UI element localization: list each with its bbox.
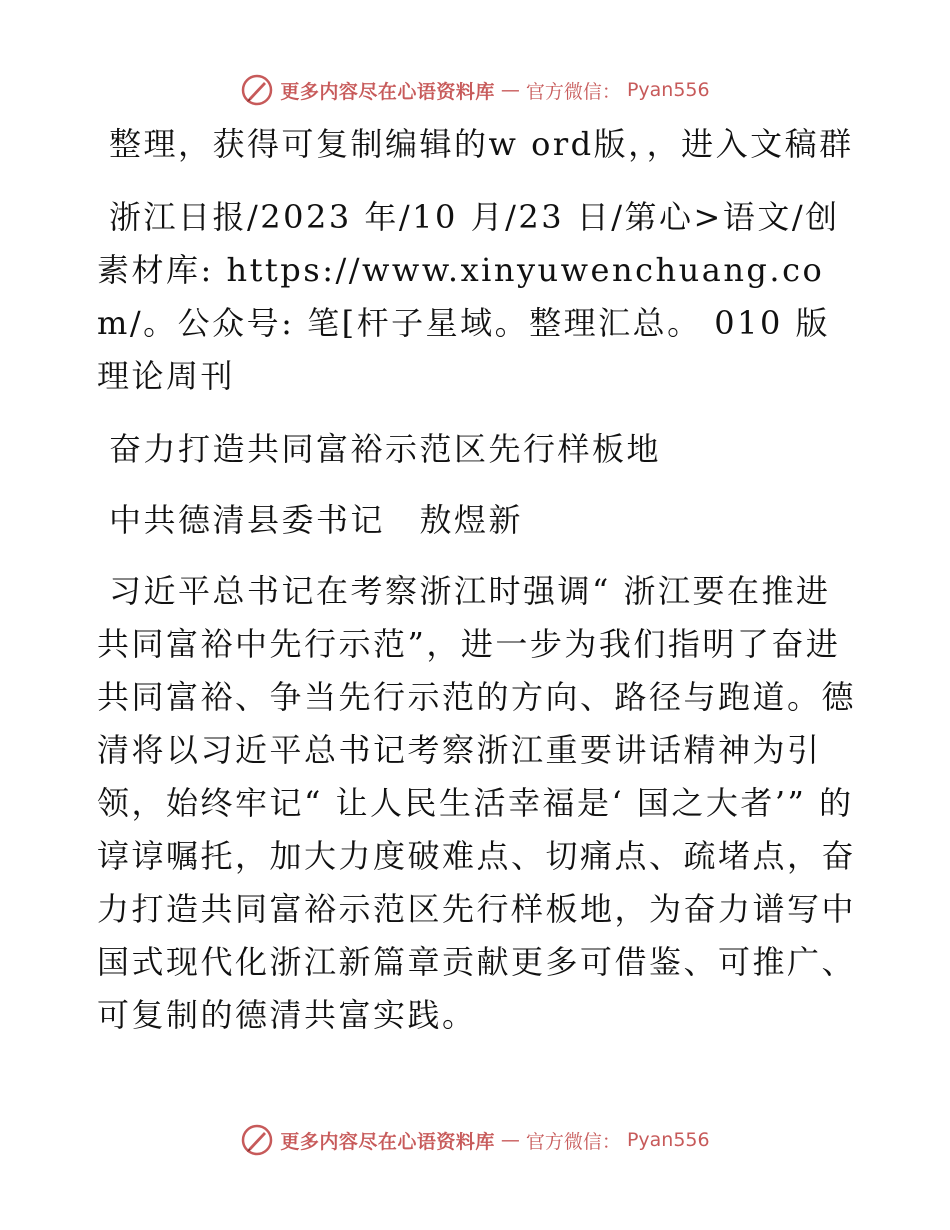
- banner-contact-id: Pyan556: [626, 1129, 710, 1151]
- feather-pen-icon: [240, 1123, 274, 1157]
- body-paragraph: 习近平总书记在考察浙江时强调“ 浙江要在推进共同富裕中先行示范”，进一步为我们指明了奋进共同富裕、争当先行示范的方向、路径与跑道。德清将以习近平总书记考察浙江重要讲话精神为引领，始终牢记“ 让人民生活幸福是‘ 国之大者’” 的谆谆嘱托，加大力度破难点、切痛点、疏堵点，奋力打造共同富裕示范区先行样板地，为奋力谱写中国式现代化浙江新篇章贡献更多可借鉴、可推广、可复制的德清共富实践。: [97, 572, 857, 1034]
- banner-separator: —: [500, 1129, 520, 1151]
- banner-contact-label: 官方微信：: [525, 80, 621, 103]
- source-paragraph: 浙江日报/2023 年/10 月/23 日/第心>语文/创素材库: https://www.xinyuwenchuang.com/。公众号: 笔[杆子星域。整理汇总。 010 版理论周刊: [97, 198, 840, 395]
- article-byline: 中共德清县委书记 敖煜新: [109, 501, 524, 539]
- intro-paragraph: 整理，获得可复制编辑的w ord版，，进入文稿群: [109, 125, 854, 163]
- feather-pen-icon: [240, 73, 274, 107]
- banner-separator: —: [500, 79, 520, 101]
- article-title: 奋力打造共同富裕示范区先行样板地: [109, 430, 662, 468]
- banner-main-text: 更多内容尽在心语资料库: [280, 1130, 495, 1153]
- watermark-banner-bottom: [0, 1120, 950, 1160]
- banner-contact-label: 官方微信：: [525, 1130, 621, 1153]
- banner-contact-id: Pyan556: [626, 79, 710, 101]
- banner-main-text: 更多内容尽在心语资料库: [280, 80, 495, 103]
- watermark-banner-top: [0, 70, 950, 110]
- document-body: [97, 118, 857, 1062]
